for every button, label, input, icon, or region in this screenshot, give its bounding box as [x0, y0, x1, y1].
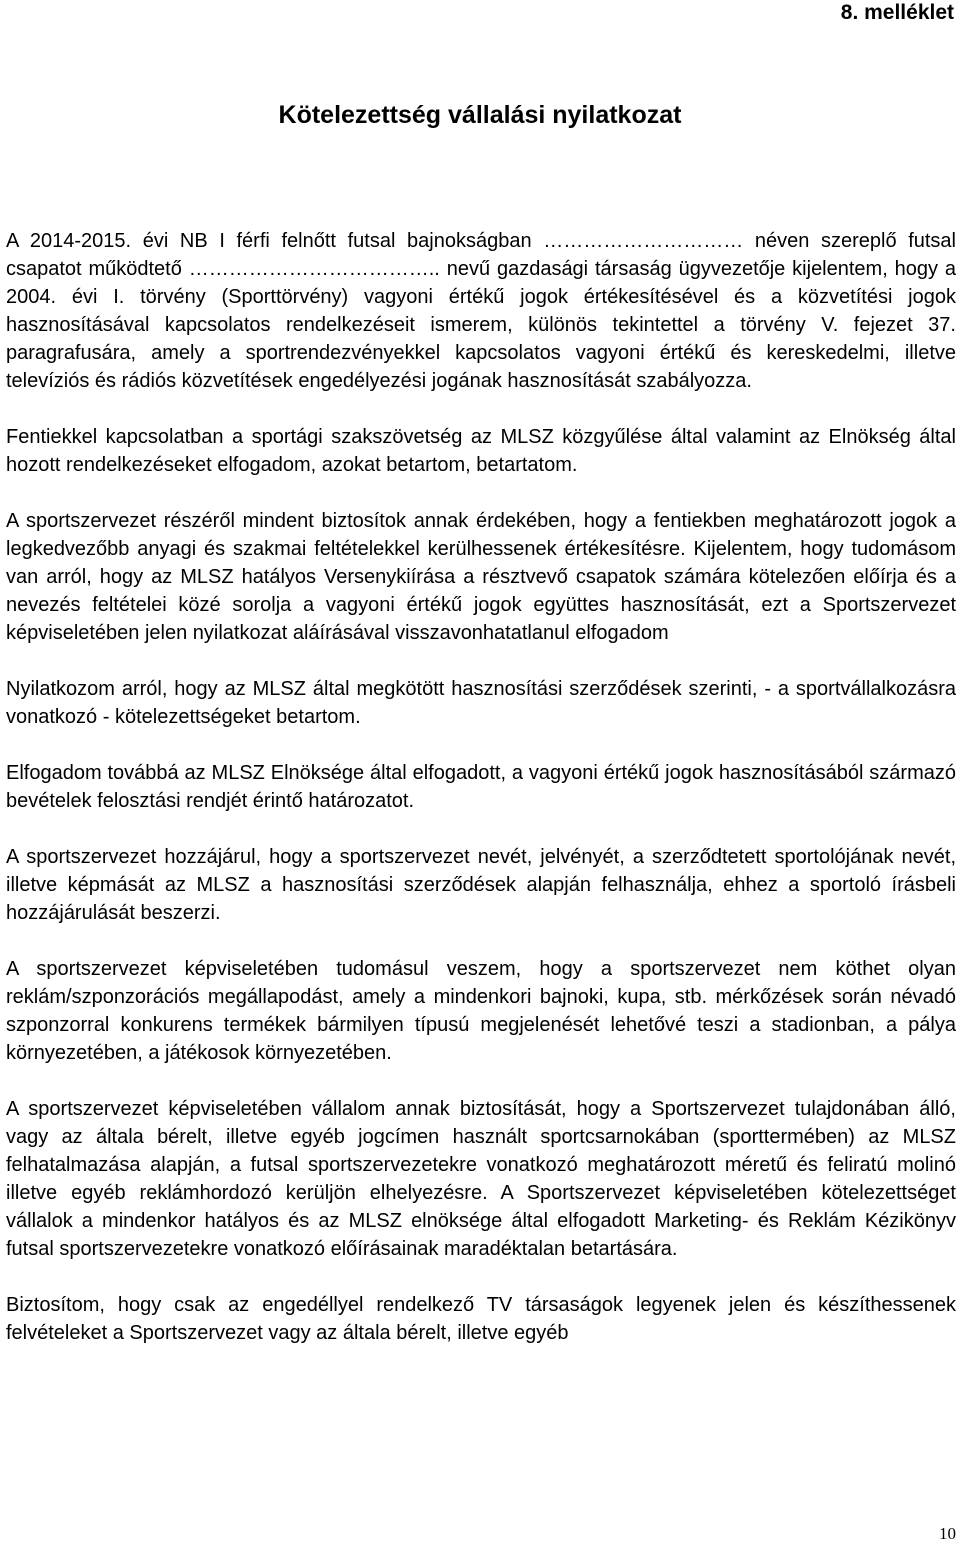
paragraph-contract-obligations: Nyilatkozom arról, hogy az MLSZ által megkötött hasznosítási szerződések szerinti, - a sportvállalkozásra vonatkozó - kötelezettségeket betartom.	[6, 678, 956, 728]
document-title: Kötelezettség vállalási nyilatkozat	[278, 101, 682, 129]
paragraph-rights-commitment: A sportszervezet részéről mindent biztosítok annak érdekében, hogy a fentiekben meghatározott jogok a legkedvezőbb anyagi és szakmai feltételekkel kerülhessenek értékesítésre. Kijelentem, hogy tudomásom van arról, hogy az MLSZ hatályos Versenykiírása a résztvevő csapatok számára kötelezően előírja és a nevezés feltételei közé sorolja a vagyoni értékű jogok együttes hasznosítását, ezt a Sportszervezet képviseletében jelen nyilatkozat aláírásával visszavonhatatlanul elfogadom	[6, 510, 956, 644]
paragraph-tv-broadcast: Biztosítom, hogy csak az engedéllyel rendelkező TV társaságok legyenek jelen és készíthessenek felvételeket a Sportszervezet vagy az általa bérelt, illetve egyéb	[6, 1294, 956, 1344]
paragraph-declaration-intro: A 2014-2015. évi NB I férfi felnőtt futsal bajnokságban ………………………… néven szereplő futsal csapatot működtető ……………………………….. nevű gazdasági társaság ügyvezetője kijelentem, hogy a 2004. évi I. törvény (Sporttörvény) vagyoni értékű jogok értékesítésével és a közvetítési jogok hasznosításával kapcsolatos rendelkezéseit ismerem, különös tekintettel a törvény V. fejezet 37. paragrafusára, amely a sportrendezvényekkel kapcsolatos vagyoni értékű és kereskedelmi, illetve televíziós és rádiós közvetítések engedélyezési jogának hasznosítását szabályozza.	[6, 230, 956, 392]
paragraph-sponsorship-restriction: A sportszervezet képviseletében tudomásul veszem, hogy a sportszervezet nem köthet olyan reklám/szponzorációs megállapodást, amely a mindenkori bajnoki, kupa, stb. mérkőzések során névadó szponzorral konkurens termékek bármilyen típusú megjelenését lehetővé teszi a stadionban, a pálya környezetében, a játékosok környezetében.	[6, 958, 956, 1064]
paragraph-name-likeness-consent: A sportszervezet hozzájárul, hogy a sportszervezet nevét, jelvényét, a szerződtetett sportolójának nevét, illetve képmását az MLSZ a hasznosítási szerződések alapján felhasználja, ehhez a sportoló írásbeli hozzájárulását beszerzi.	[6, 846, 956, 924]
paragraph-mlsz-rules: Fentiekkel kapcsolatban a sportági szakszövetség az MLSZ közgyűlése által valamint az Elnökség által hozott rendelkezéseket elfogadom, azokat betartom, betartatom.	[6, 426, 956, 476]
page-number: 10	[939, 1524, 956, 1543]
paragraph-advertising-placement: A sportszervezet képviseletében vállalom annak biztosítását, hogy a Sportszervezet tulajdonában álló, vagy az általa bérelt, illetve egyéb jogcímen használt sportcsarnokában (sporttermében) az MLSZ felhatalmazása alapján, a futsal sportszervezetekre vonatkozó meghatározott méretű és feliratú molinó illetve egyéb reklámhordozó kerüljön elhelyezésre. A Sportszervezet képviseletében kötelezettséget vállalok a mindenkor hatályos és az MLSZ elnöksége által elfogadott Marketing- és Reklám Kézikönyv futsal sportszervezetekre vonatkozó előírásainak maradéktalan betartására.	[6, 1098, 956, 1260]
document-body	[6, 227, 956, 1347]
paragraph-revenue-distribution: Elfogadom továbbá az MLSZ Elnöksége által elfogadott, a vagyoni értékű jogok hasznosításából származó bevételek felosztási rendjét érintő határozatot.	[6, 762, 956, 812]
annex-label: 8. melléklet	[840, 1, 954, 24]
